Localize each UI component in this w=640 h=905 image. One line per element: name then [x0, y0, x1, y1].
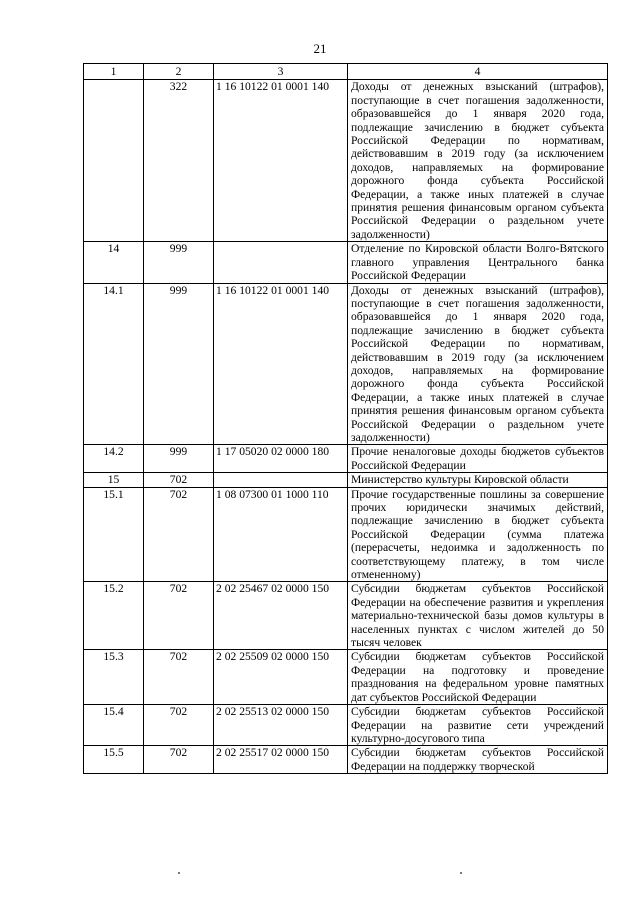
row-number: 14.2 [84, 445, 144, 473]
admin-code: 702 [144, 473, 214, 487]
revenue-name: Прочие неналоговые доходы бюджетов субъектов Российской Федерации [348, 445, 608, 473]
table-row [84, 80, 608, 242]
revenue-name: Субсидии бюджетам субъектов Российской Федерации на подготовку и проведение празднования на федеральном уровне памятных дат субъектов Российской Федерации [348, 650, 608, 705]
table-row [84, 487, 608, 582]
revenue-code: 2 02 25509 02 0000 150 [214, 650, 348, 705]
admin-code: 702 [144, 487, 214, 582]
header-row [84, 64, 608, 80]
revenue-name: Доходы от денежных взысканий (штрафов), поступающие в счет погашения задолженности, образовавшейся до 1 января 2020 года, подлежащие зачислению в бюджет субъекта Российской Федерации по нормативам, действовавшим в 2019 году (за исключением доходов, направляемых на формирование дорожного фонда субъекта Российской Федерации, а также иных платежей в случае принятия решения финансовым органом субъекта Российской Федерации о раздельном учете задолженности) [348, 80, 608, 242]
row-number: 15 [84, 473, 144, 487]
table-body [84, 80, 608, 774]
row-number: 14 [84, 242, 144, 283]
revenue-name: Доходы от денежных взысканий (штрафов), поступающие в счет погашения задолженности, образовавшейся до 1 января 2020 года, подлежащие зачислению в бюджет субъекта Российской Федерации по нормативам, действовавшим в 2019 году (за исключением доходов, направляемых на формирование дорожного фонда субъекта Российской Федерации, а также иных платежей в случае принятия решения финансовым органом субъекта Российской Федерации о раздельном учете задолженности) [348, 283, 608, 445]
header-col-3: 3 [214, 64, 348, 80]
row-number: 15.5 [84, 746, 144, 774]
header-col-1: 1 [84, 64, 144, 80]
header-col-2: 2 [144, 64, 214, 80]
row-number [84, 80, 144, 242]
admin-code: 999 [144, 242, 214, 283]
admin-code: 999 [144, 445, 214, 473]
revenue-code: 1 08 07300 01 1000 110 [214, 487, 348, 582]
revenue-name: Прочие государственные пошлины за совершение прочих юридически значимых действий, подлежащие зачислению в бюджет субъекта Российской Федерации (сумма платежа (перерасчеты, недоимка и задолженность по соответствующему платежу, в том числе отмененному) [348, 487, 608, 582]
table-row [84, 705, 608, 746]
table-row [84, 242, 608, 283]
revenue-code: 2 02 25467 02 0000 150 [214, 582, 348, 650]
row-number: 15.4 [84, 705, 144, 746]
admin-code: 999 [144, 283, 214, 445]
revenue-code: 1 17 05020 02 0000 180 [214, 445, 348, 473]
scan-speck [178, 872, 180, 874]
table-header [84, 64, 608, 80]
row-number: 15.1 [84, 487, 144, 582]
row-number: 15.3 [84, 650, 144, 705]
table-row [84, 445, 608, 473]
page-number: 21 [313, 41, 327, 56]
revenue-name: Субсидии бюджетам субъектов Российской Федерации на поддержку творческой [348, 746, 608, 774]
admin-code: 702 [144, 746, 214, 774]
admin-code: 702 [144, 705, 214, 746]
table-row [84, 582, 608, 650]
revenue-codes-table [83, 63, 608, 774]
revenue-code: 2 02 25517 02 0000 150 [214, 746, 348, 774]
revenue-code [214, 242, 348, 283]
row-number: 14.1 [84, 283, 144, 445]
table-row [84, 650, 608, 705]
table-row [84, 283, 608, 445]
revenue-code: 1 16 10122 01 0001 140 [214, 283, 348, 445]
revenue-code: 2 02 25513 02 0000 150 [214, 705, 348, 746]
revenue-code: 1 16 10122 01 0001 140 [214, 80, 348, 242]
revenue-name: Отделение по Кировской области Волго-Вятского главного управления Центрального банка Российской Федерации [348, 242, 608, 283]
revenue-name: Субсидии бюджетам субъектов Российской Федерации на развитие сети учреждений культурно-досугового типа [348, 705, 608, 746]
revenue-name: Субсидии бюджетам субъектов Российской Федерации на обеспечение развития и укрепления материально-технической базы домов культуры в населенных пунктах с числом жителей до 50 тысяч человек [348, 582, 608, 650]
table-row [84, 473, 608, 487]
header-col-4: 4 [348, 64, 608, 80]
revenue-code [214, 473, 348, 487]
admin-code: 322 [144, 80, 214, 242]
scan-speck [460, 872, 462, 874]
row-number: 15.2 [84, 582, 144, 650]
admin-code: 702 [144, 582, 214, 650]
admin-code: 702 [144, 650, 214, 705]
revenue-name: Министерство культуры Кировской области [348, 473, 608, 487]
table-row [84, 746, 608, 774]
